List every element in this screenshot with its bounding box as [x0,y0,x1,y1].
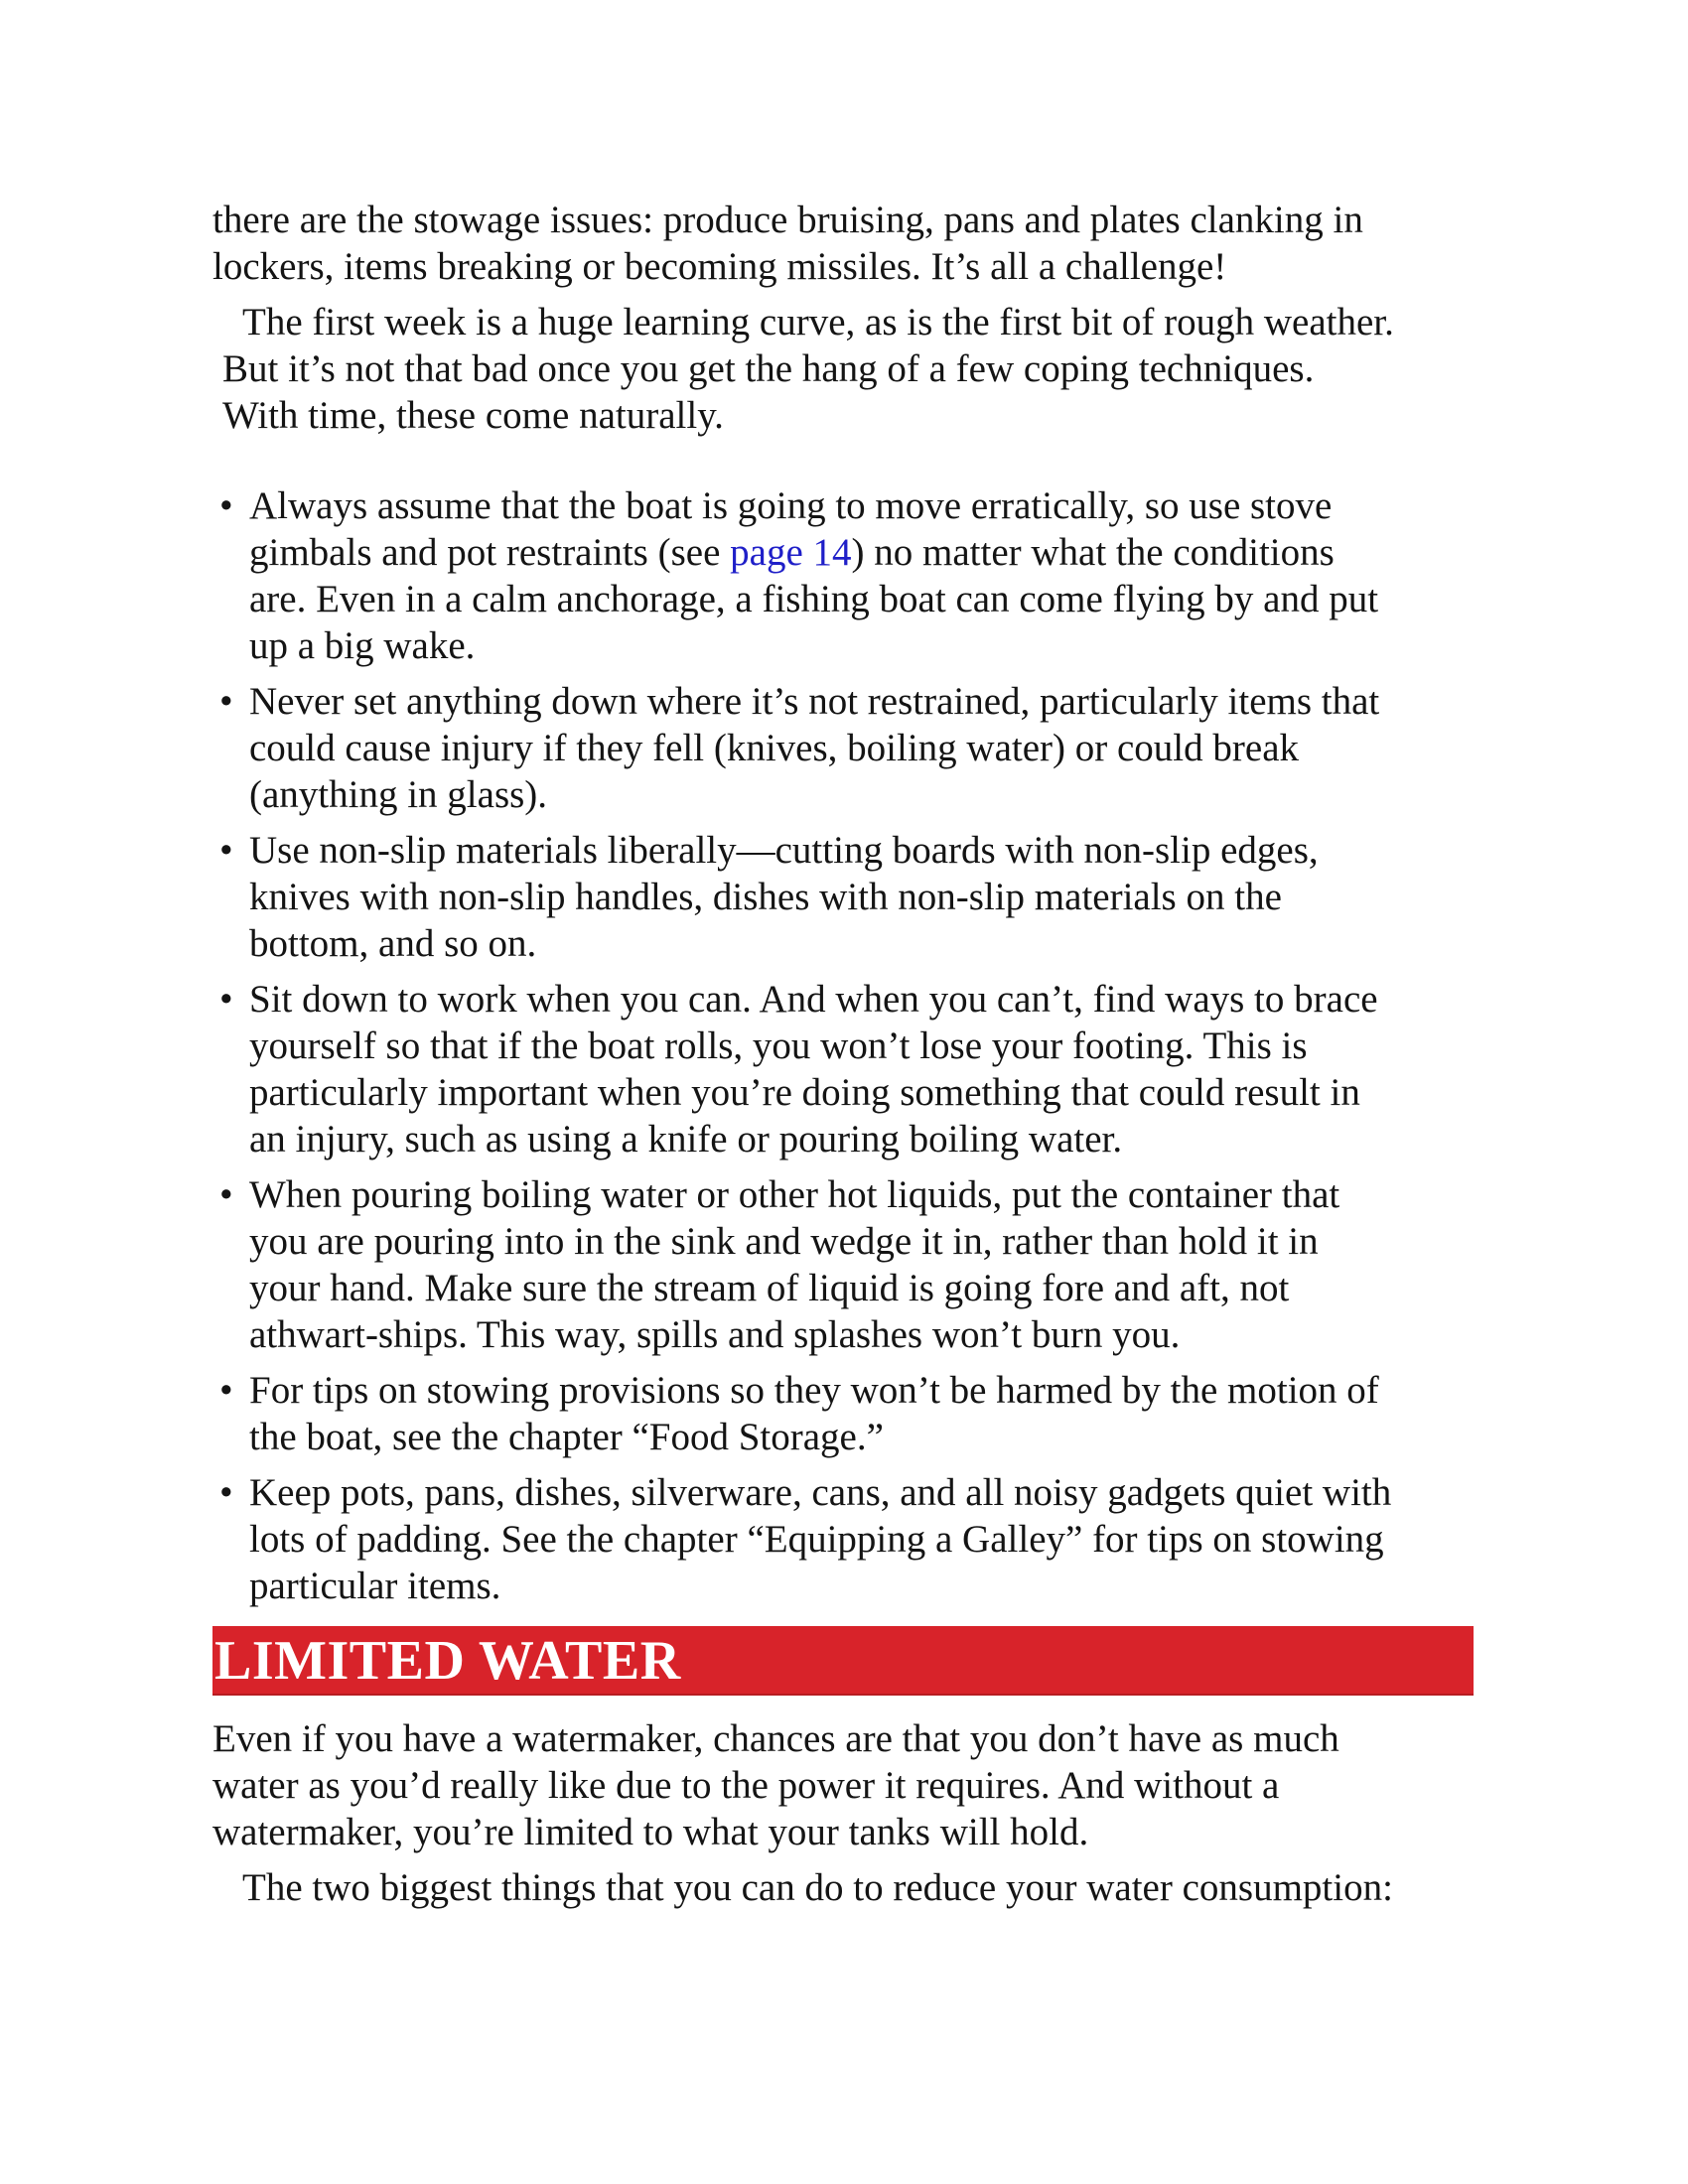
consumption-paragraph [212,1864,1474,1911]
text-line: particular items. [249,1565,501,1607]
bullet-icon: • [219,1173,233,1216]
text-line: up a big wake. [249,624,476,667]
text-line: could cause injury if they fell (knives, boiling water) or could break [249,727,1299,769]
text-line: the boat, see the chapter “Food Storage.” [249,1416,884,1458]
bullet-icon: • [219,1471,233,1514]
list-item [212,827,1474,967]
document-page [212,197,1474,1911]
text-line: yourself so that if the boat rolls, you won’t lose your footing. This is [249,1024,1308,1067]
section-banner [212,1626,1474,1696]
text-line [249,529,1474,576]
water-paragraph [212,1715,1474,1855]
text-line: Sit down to work when you can. And when you can’t, find ways to brace [249,978,1378,1021]
text-line: Keep pots, pans, dishes, silverware, cans, and all noisy gadgets quiet with [249,1471,1392,1514]
text-line: For tips on stowing provisions so they won’t be harmed by the motion of [249,1369,1379,1412]
text-line: Always assume that the boat is going to move erratically, so use stove [249,484,1333,527]
text-line: (anything in glass). [249,773,548,816]
bullet-icon: • [219,1369,233,1412]
list-item [212,976,1474,1162]
text-line: But it’s not that bad once you get the hang of a few coping techniques. [222,347,1315,390]
list-item [212,1171,1474,1358]
list-item [212,1367,1474,1460]
text-line: Never set anything down where it’s not restrained, particularly items that [249,680,1380,723]
text-segment: ) no matter what the conditions [851,531,1335,574]
page-14-link[interactable]: page 14 [730,531,852,574]
text-line: When pouring boiling water or other hot liquids, put the container that [249,1173,1340,1216]
tips-list [212,482,1474,1609]
text-line: bottom, and so on. [249,922,537,965]
text-line: Even if you have a watermaker, chances are that you don’t have as much [212,1717,1339,1760]
bullet-icon: • [219,680,233,723]
text-line: are. Even in a calm anchorage, a fishing boat can come flying by and put [249,578,1379,620]
text-line: particularly important when you’re doing something that could result in [249,1071,1360,1114]
text-line: watermaker, you’re limited to what your tanks will hold. [212,1811,1089,1853]
list-item [212,482,1474,669]
text-line: lockers, items breaking or becoming missiles. It’s all a challenge! [212,245,1227,288]
list-item [212,678,1474,818]
text-line: there are the stowage issues: produce bruising, pans and plates clanking in [212,199,1363,241]
text-line: water as you’d really like due to the power it requires. And without a [212,1764,1280,1807]
text-line: your hand. Make sure the stream of liquid is going fore and aft, not [249,1267,1290,1309]
text-line: athwart-ships. This way, spills and splashes won’t burn you. [249,1313,1181,1356]
text-line: you are pouring into in the sink and wedge it in, rather than hold it in [249,1220,1319,1263]
text-line: Use non-slip materials liberally—cutting boards with non-slip edges, [249,829,1319,872]
text-line: The first week is a huge learning curve, as is the first bit of rough weather. [242,301,1394,343]
section-heading: LIMITED WATER [214,1630,681,1692]
text-line: lots of padding. See the chapter “Equipping a Galley” for tips on stowing [249,1518,1384,1561]
text-segment: gimbals and pot restraints (see [249,531,731,574]
text-line: The two biggest things that you can do to reduce your water consumption: [242,1866,1393,1909]
text-line: knives with non-slip handles, dishes with non-slip materials on the [249,876,1282,918]
text-line: an injury, such as using a knife or pouring boiling water. [249,1118,1123,1160]
text-line: With time, these come naturally. [222,394,724,437]
bullet-icon: • [219,978,233,1021]
list-item [212,1469,1474,1609]
intro-paragraph [212,197,1474,290]
bullet-icon: • [219,829,233,872]
coping-paragraph [212,299,1474,439]
bullet-icon: • [219,484,233,527]
